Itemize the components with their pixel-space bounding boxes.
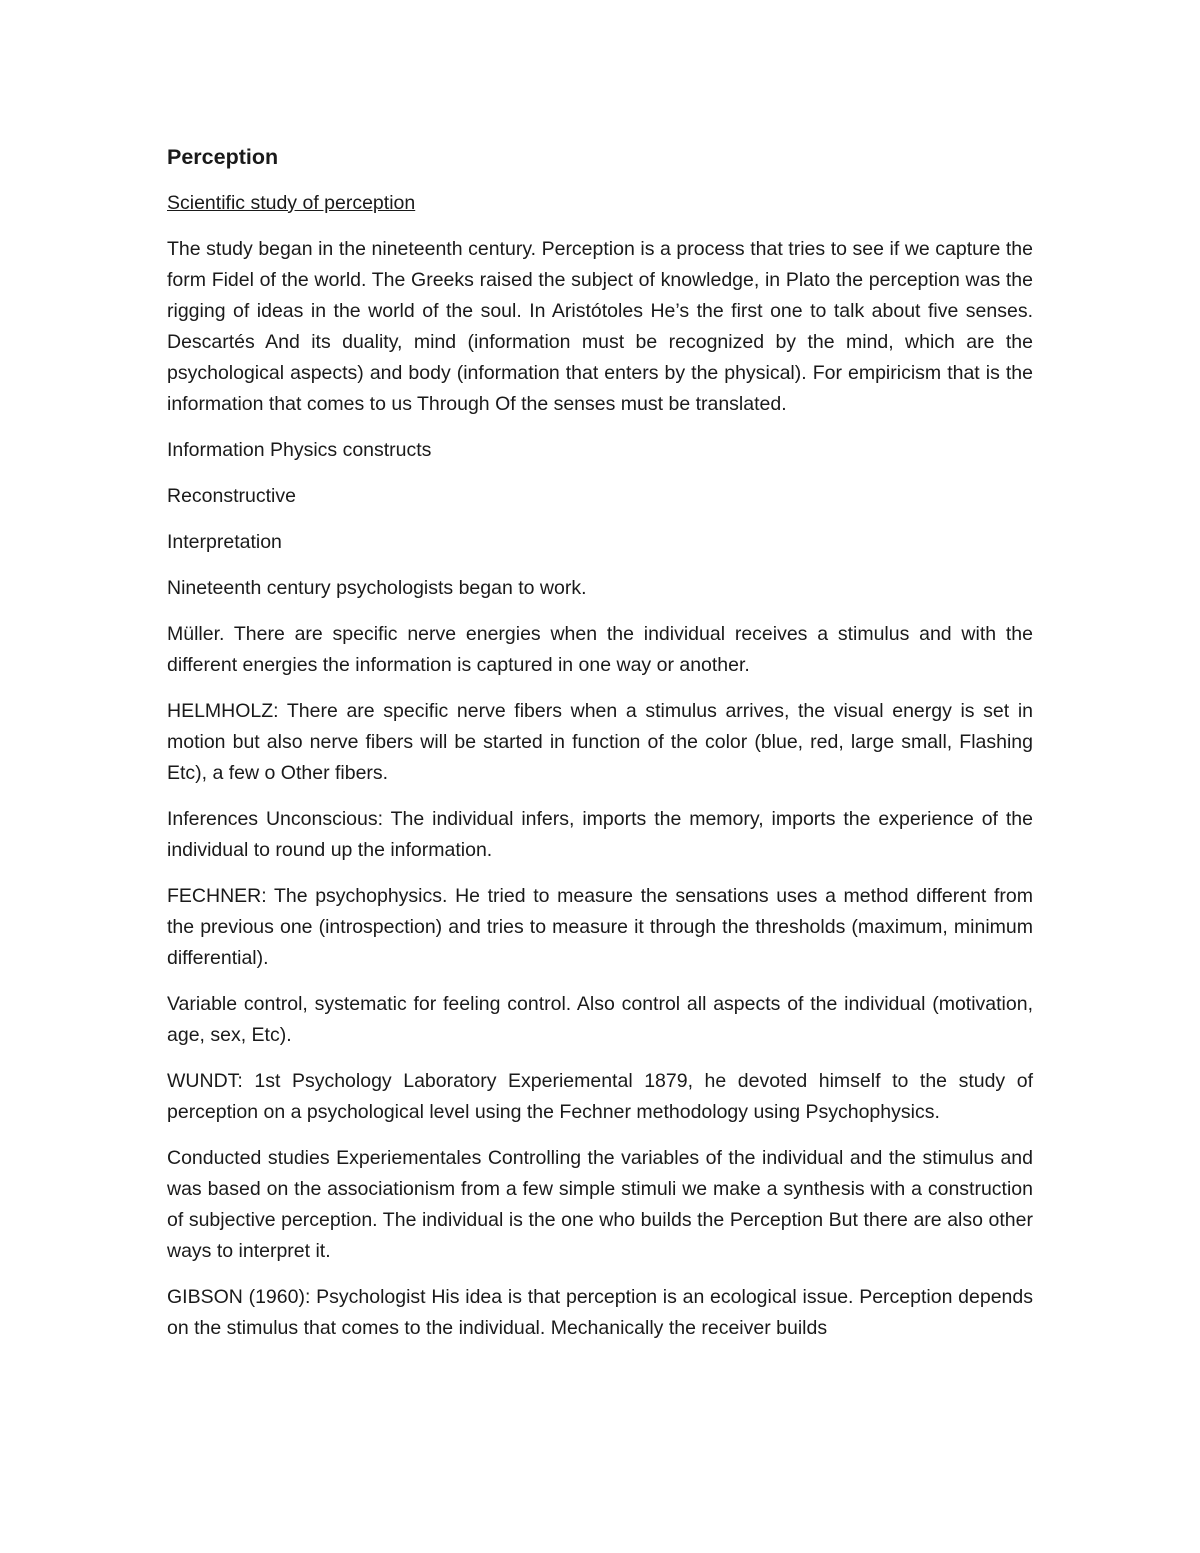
section-heading: Scientific study of perception <box>167 192 416 214</box>
paragraph-fechner: FECHNER: The psychophysics. He tried to measure the sensations uses a method different from the previous one (introspection) and tries to measure it through the thresholds (maximum, minimum differential). <box>167 885 1033 969</box>
paragraph-nineteenth-century: Nineteenth century psychologists began to work. <box>167 577 587 599</box>
paragraph-gibson: GIBSON (1960): Psychologist His idea is that perception is an ecological issue. Perception depends on the stimulus that comes to the individual. Mechanically the receiver builds <box>167 1286 1033 1339</box>
paragraph-inferences: Inferences Unconscious: The individual infers, imports the memory, imports the experience of the individual to round up the information. <box>167 808 1033 861</box>
paragraph-conducted-studies: Conducted studies Experiementales Controlling the variables of the individual and the stimulus and was based on the associationism from a few simple stimuli we make a synthesis with a construction of subjective perception. The individual is the one who builds the Perception But there are also other ways to interpret it. <box>167 1147 1033 1262</box>
page-title: Perception <box>167 145 279 169</box>
paragraph-information-physics: Information Physics constructs <box>167 439 432 461</box>
paragraph-intro: The study began in the nineteenth century. Perception is a process that tries to see if we capture the form Fidel of the world. The Greeks raised the subject of knowledge, in Plato the perception was the rigging of ideas in the world of the soul. In Aristótoles He’s the first one to talk about five senses. Descartés And its duality, mind (information must be recognized by the mind, which are the psychological aspects) and body (information that enters by the physical). For empiricism that is the information that comes to us Through Of the senses must be translated. <box>167 238 1033 415</box>
paragraph-reconstructive: Reconstructive <box>167 485 296 507</box>
paragraph-helmholz: HELMHOLZ: There are specific nerve fibers when a stimulus arrives, the visual energy is set in motion but also nerve fibers will be started in function of the color (blue, red, large small, Flashing Etc), a few o Other fibers. <box>167 700 1033 784</box>
document-body <box>167 140 1033 1359</box>
paragraph-variable-control: Variable control, systematic for feeling control. Also control all aspects of the individual (motivation, age, sex, Etc). <box>167 993 1033 1046</box>
paragraph-muller: Müller. There are specific nerve energies when the individual receives a stimulus and with the different energies the information is captured in one way or another. <box>167 623 1033 676</box>
paragraph-interpretation: Interpretation <box>167 531 282 553</box>
paragraph-wundt: WUNDT: 1st Psychology Laboratory Experiemental 1879, he devoted himself to the study of perception on a psychological level using the Fechner methodology using Psychophysics. <box>167 1070 1033 1123</box>
